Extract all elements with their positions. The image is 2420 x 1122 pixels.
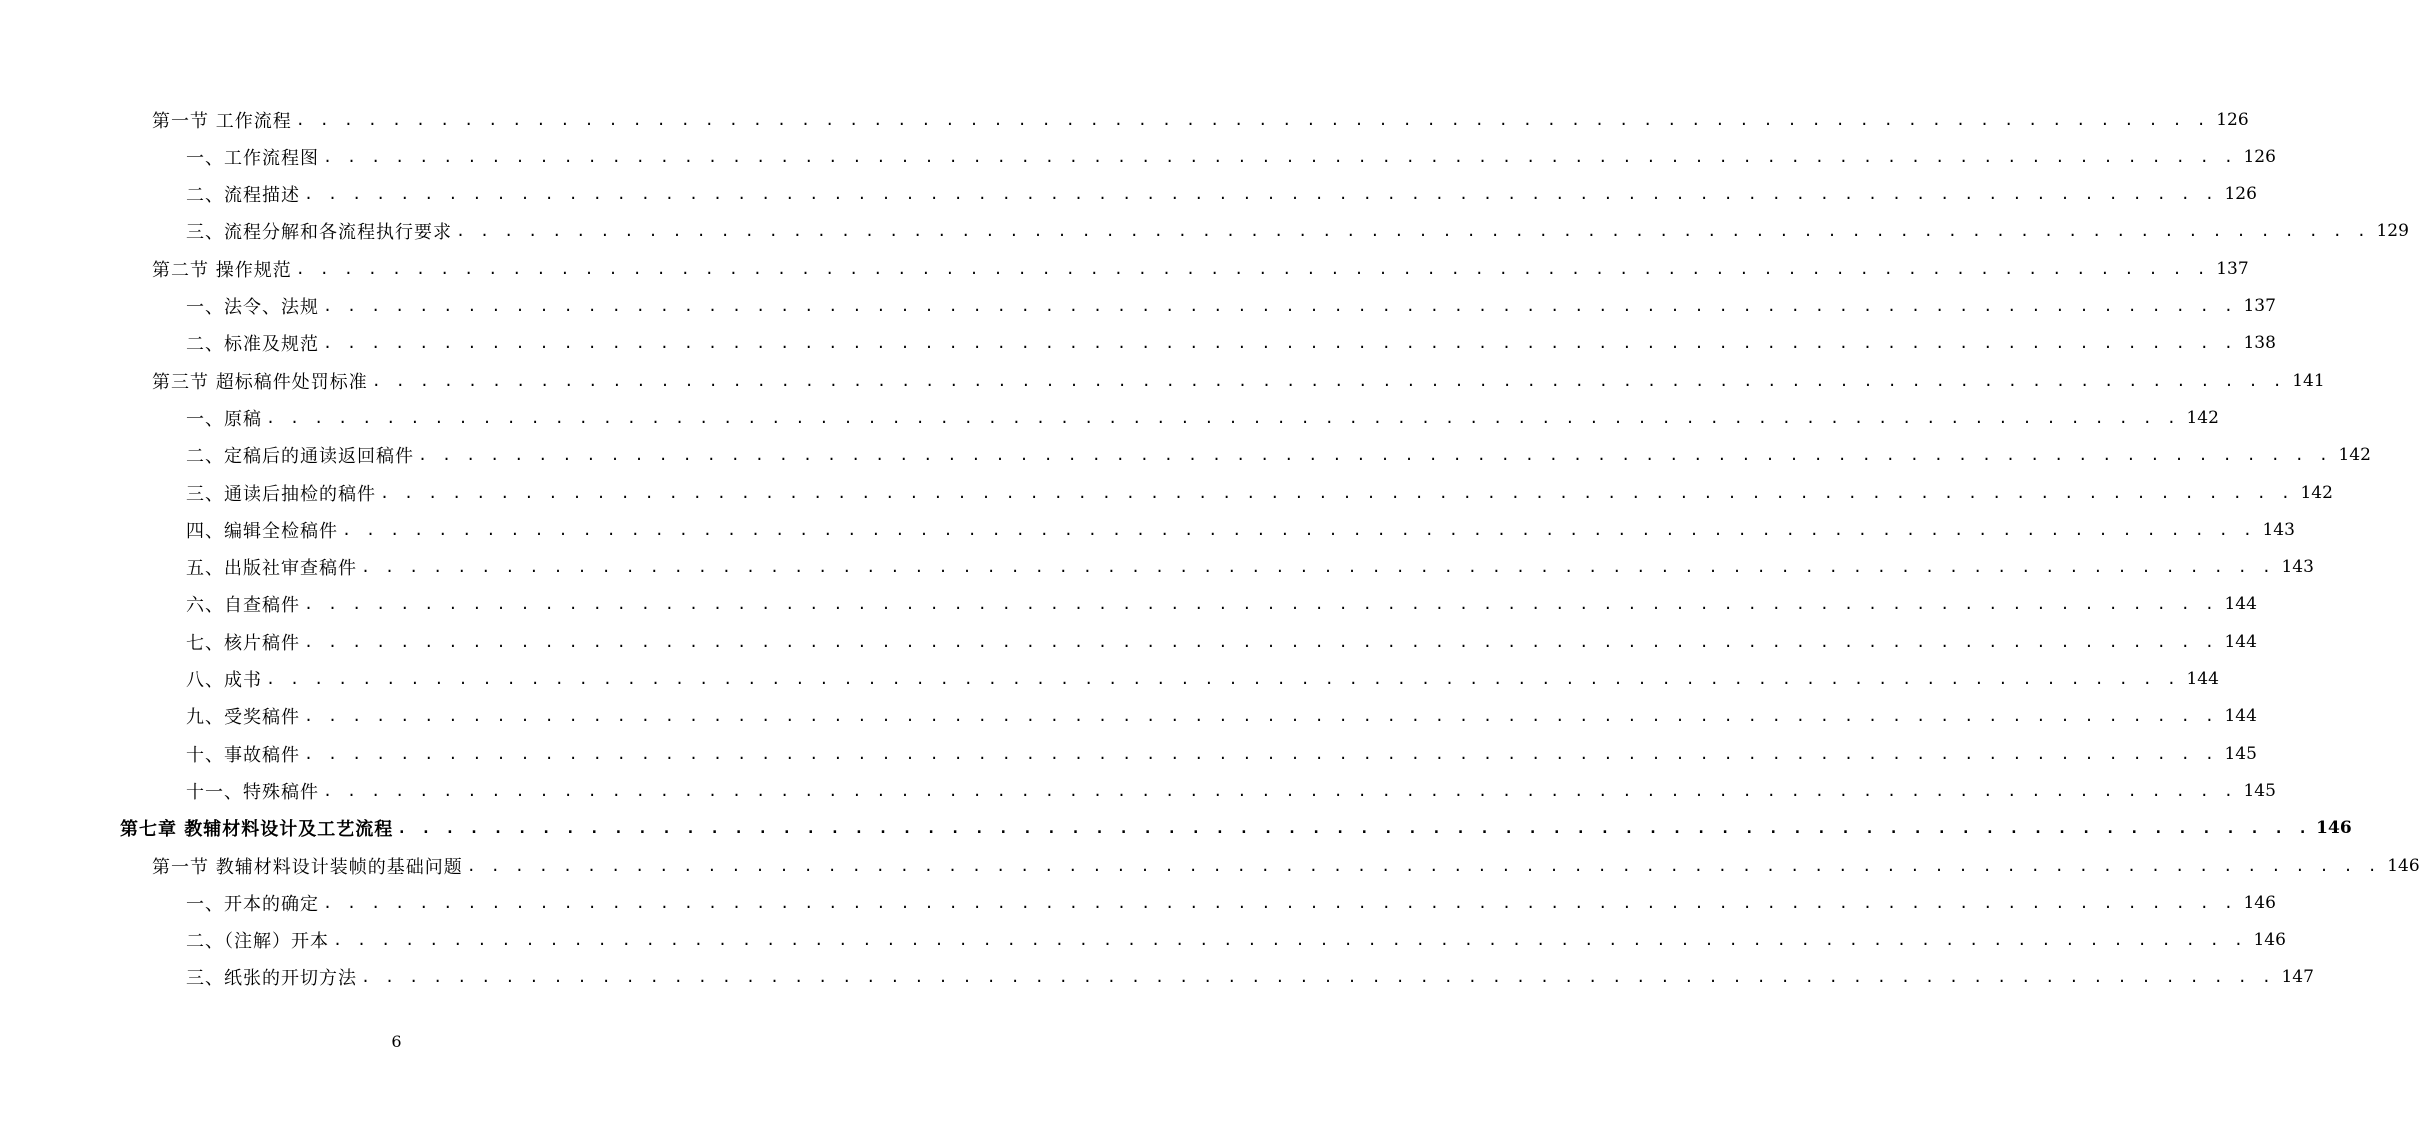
toc-entry [186, 176, 2257, 213]
toc-leader-dots: . . . . . . . . . . . . . . . . . . . . . . . . . . . . . . . . . . . . . . . . . . . . . . . . . . . . . . . . . . . . . . . . . . . . . . . . . . . . . . . . [295, 110, 2209, 129]
toc-entry [186, 399, 2219, 436]
toc-entry-label: 一、工作流程图 [186, 147, 319, 169]
toc-entry [186, 288, 2276, 325]
toc-entry-page: 141 [2292, 370, 2325, 391]
toc-entry-label: 三、纸张的开切方法 [186, 968, 357, 990]
toc-entry-label: 四、编辑全检稿件 [186, 520, 338, 542]
toc-leader-dots: . . . . . . . . . . . . . . . . . . . . . . . . . . . . . . . . . . . . . . . . . . . . . . . . . . . . . . . . . . . . . . . . . . . . . . . . . . . . . . . . [371, 371, 2285, 390]
toc-entry-page: 146 [2316, 818, 2352, 839]
toc-entry [186, 511, 2295, 548]
toc-leader-dots: . . . . . . . . . . . . . . . . . . . . . . . . . . . . . . . . . . . . . . . . . . . . . . . . . . . . . . . . . . . . . . . . . . . . . . . . . . . . . . . . [323, 893, 2236, 912]
toc-entry [186, 959, 2314, 996]
toc-entry-label: 七、核片稿件 [186, 632, 300, 654]
toc-entry [152, 250, 2249, 287]
toc-entry [186, 138, 2276, 175]
toc-entry-page: 144 [2224, 594, 2257, 615]
toc-entry-page: 145 [2243, 780, 2276, 801]
toc-entry [186, 735, 2257, 772]
toc-entry-page: 146 [2243, 892, 2276, 913]
toc-entry-page: 143 [2281, 557, 2314, 578]
toc-entry-page: 142 [2300, 482, 2333, 503]
toc-leader-dots: . . . . . . . . . . . . . . . . . . . . . . . . . . . . . . . . . . . . . . . . . . . . . . . . . . . . . . . . . . . . . . . . . . . . . . . . . . . . . . . . [304, 707, 2217, 726]
toc-leader-dots: . . . . . . . . . . . . . . . . . . . . . . . . . . . . . . . . . . . . . . . . . . . . . . . . . . . . . . . . . . . . . . . . . . . . . . . . . . . . . . . . [342, 520, 2255, 539]
toc-entry-label: 第二节 操作规范 [152, 259, 292, 281]
toc-entry-page: 144 [2224, 631, 2257, 652]
toc-entry [186, 325, 2276, 362]
toc-entry-page: 147 [2281, 967, 2314, 988]
toc-leader-dots: . . . . . . . . . . . . . . . . . . . . . . . . . . . . . . . . . . . . . . . . . . . . . . . . . . . . . . . . . . . . . . . . . . . . . . . . . . . . . . . . [266, 408, 2179, 427]
toc-leader-dots: . . . . . . . . . . . . . . . . . . . . . . . . . . . . . . . . . . . . . . . . . . . . . . . . . . . . . . . . . . . . . . . . . . . . . . . . . . . . . . . . [380, 483, 2293, 502]
toc-leader-dots: . . . . . . . . . . . . . . . . . . . . . . . . . . . . . . . . . . . . . . . . . . . . . . . . . . . . . . . . . . . . . . . . . . . . . . . . . . . . . . . . [304, 595, 2217, 614]
toc-entry [186, 698, 2257, 735]
toc-entry-label: 六、自查稿件 [186, 595, 300, 617]
toc-entry [186, 586, 2257, 623]
toc-entry-page: 137 [2243, 296, 2276, 316]
toc-entry [186, 213, 2409, 250]
toc-entry-label: 十、事故稿件 [186, 744, 300, 766]
toc-entry-label: 二、定稿后的通读返回稿件 [186, 446, 414, 468]
toc-leader-dots: . . . . . . . . . . . . . . . . . . . . . . . . . . . . . . . . . . . . . . . . . . . . . . . . . . . . . . . . . . . . . . . . . . . . . . . . . . . . . . . . [266, 670, 2179, 688]
toc-entry [152, 847, 2420, 884]
toc-entry-page: 145 [2224, 743, 2257, 764]
toc-entry [186, 623, 2257, 660]
toc-entry-page: 144 [2186, 669, 2219, 689]
toc-entry-page: 129 [2376, 221, 2409, 242]
toc-entry-label: 九、受奖稿件 [186, 707, 300, 729]
toc-entry-label: 第一节 教辅材料设计装帧的基础问题 [152, 856, 463, 878]
toc-entry-page: 126 [2224, 184, 2257, 205]
toc-entry-page: 142 [2186, 407, 2219, 428]
toc-entry [120, 810, 2352, 847]
toc-entry [186, 772, 2276, 809]
toc-leader-dots: . . . . . . . . . . . . . . . . . . . . . . . . . . . . . . . . . . . . . . . . . . . . . . . . . . . . . . . . . . . . . . . . . . . . . . . . . . . . . . . . [418, 446, 2331, 465]
toc-entry-label: 二、标准及规范 [186, 334, 319, 356]
toc-entry-page: 126 [2243, 146, 2276, 167]
toc-entry [186, 437, 2371, 474]
toc-leader-dots: . . . . . . . . . . . . . . . . . . . . . . . . . . . . . . . . . . . . . . . . . . . . . . . . . . . . . . . . . . . . . . . . . . . . . . . . . . . . . . . . [323, 297, 2236, 315]
toc-entry-page: 143 [2262, 519, 2295, 540]
toc-leader-dots: . . . . . . . . . . . . . . . . . . . . . . . . . . . . . . . . . . . . . . . . . . . . . . . . . . . . . . . . . . . . . . . . . . . . . . . . . . . . . . . . [466, 856, 2380, 875]
toc-leader-dots: . . . . . . . . . . . . . . . . . . . . . . . . . . . . . . . . . . . . . . . . . . . . . . . . . . . . . . . . . . . . . . . . . . . . . . . . . . . . . . . . [295, 259, 2209, 278]
toc-entry-label: 三、流程分解和各流程执行要求 [186, 222, 452, 244]
toc-entry-label: 五、出版社审查稿件 [186, 558, 357, 580]
toc-entry-label: 三、通读后抽检的稿件 [186, 483, 376, 505]
toc-entry [186, 474, 2333, 511]
toc-entry [152, 362, 2325, 399]
toc-leader-dots: . . . . . . . . . . . . . . . . . . . . . . . . . . . . . . . . . . . . . . . . . . . . . . . . . . . . . . . . . . . . . . . . . . . . . . . . . . . . . . . . [304, 632, 2217, 651]
toc-entry [186, 549, 2314, 586]
toc-entry-label: 第一节 工作流程 [152, 110, 292, 132]
toc-leader-dots: . . . . . . . . . . . . . . . . . . . . . . . . . . . . . . . . . . . . . . . . . . . . . . . . . . . . . . . . . . . . . . . . . . . . . . . . . . . . . . . . [323, 781, 2236, 800]
toc-entry-label: 一、开本的确定 [186, 893, 319, 915]
toc-entry [186, 922, 2286, 959]
toc-entry-label: 第三节 超标稿件处罚标准 [152, 371, 368, 393]
toc-leader-dots: . . . . . . . . . . . . . . . . . . . . . . . . . . . . . . . . . . . . . . . . . . . . . . . . . . . . . . . . . . . . . . . . . . . . . . . . . . . . . . . . [361, 968, 2274, 987]
toc-entry-page: 138 [2243, 333, 2276, 354]
toc-entry-label: 第七章 教辅材料设计及工艺流程 [120, 819, 394, 841]
toc-entry-page: 144 [2224, 706, 2257, 727]
toc-entry [186, 661, 2219, 698]
toc-entry-page: 126 [2216, 109, 2249, 130]
toc-entry-page: 146 [2387, 855, 2420, 876]
toc-leader-dots: . . . . . . . . . . . . . . . . . . . . . . . . . . . . . . . . . . . . . . . . . . . . . . . . . . . . . . . . . . . . . . . . . . . . . . . . . . . . . . . . [323, 334, 2236, 353]
toc-leader-dots: . . . . . . . . . . . . . . . . . . . . . . . . . . . . . . . . . . . . . . . . . . . . . . . . . . . . . . . . . . . . . . . . . . . . . . . . . . . . . . . . [304, 185, 2217, 204]
toc-entry-page: 146 [2253, 930, 2286, 951]
toc-leader-dots: . . . . . . . . . . . . . . . . . . . . . . . . . . . . . . . . . . . . . . . . . . . . . . . . . . . . . . . . . . . . . . . . . . . . . . . . . . . . . . . . [397, 819, 2311, 838]
toc-entry-label: 二、流程描述 [186, 185, 300, 207]
toc-entry-page: 137 [2216, 258, 2249, 279]
toc-leader-dots: . . . . . . . . . . . . . . . . . . . . . . . . . . . . . . . . . . . . . . . . . . . . . . . . . . . . . . . . . . . . . . . . . . . . . . . . . . . . . . . . [456, 222, 2369, 241]
toc-leader-dots: . . . . . . . . . . . . . . . . . . . . . . . . . . . . . . . . . . . . . . . . . . . . . . . . . . . . . . . . . . . . . . . . . . . . . . . . . . . . . . . . [323, 147, 2236, 166]
toc-leader-dots: . . . . . . . . . . . . . . . . . . . . . . . . . . . . . . . . . . . . . . . . . . . . . . . . . . . . . . . . . . . . . . . . . . . . . . . . . . . . . . . . [304, 744, 2217, 763]
toc-entry-page: 142 [2338, 445, 2371, 466]
toc-entry-label: 一、原稿 [186, 408, 262, 430]
toc-leader-dots: . . . . . . . . . . . . . . . . . . . . . . . . . . . . . . . . . . . . . . . . . . . . . . . . . . . . . . . . . . . . . . . . . . . . . . . . . . . . . . . . [333, 931, 2246, 950]
toc-entry-label: 一、法令、法规 [186, 297, 319, 318]
toc-entry [186, 884, 2276, 921]
toc-entry [152, 101, 2249, 138]
page-number: 6 [391, 1032, 402, 1051]
toc-entry-label: 八、成书 [186, 670, 262, 691]
toc-leader-dots: . . . . . . . . . . . . . . . . . . . . . . . . . . . . . . . . . . . . . . . . . . . . . . . . . . . . . . . . . . . . . . . . . . . . . . . . . . . . . . . . [361, 558, 2274, 577]
toc-entry-label: 十一、特殊稿件 [186, 781, 319, 803]
toc-entry-label: 二、（注解）开本 [186, 931, 329, 953]
